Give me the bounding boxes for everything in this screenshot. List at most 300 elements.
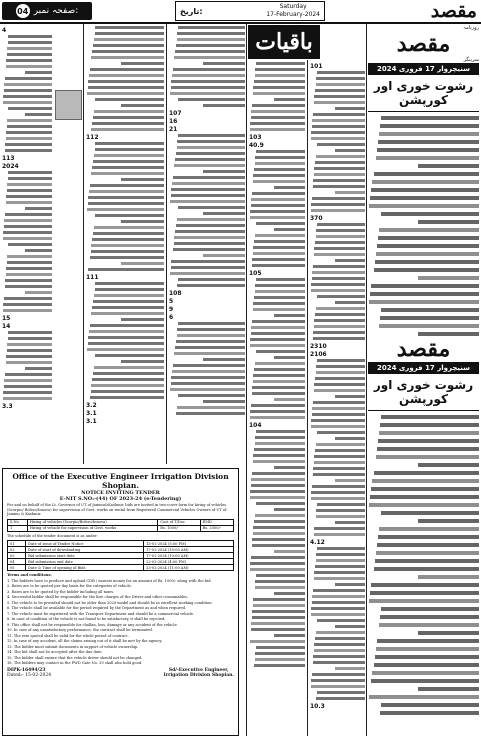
text-line (311, 283, 365, 286)
date-label: تاریخ: (180, 6, 203, 16)
text-line (314, 173, 365, 176)
text-line (311, 685, 365, 688)
text-line (255, 290, 305, 293)
story-number: 40.9 (249, 142, 264, 149)
term-item: 6. The vehicle shall be available for the period required by the Department as and when required. (7, 606, 187, 610)
term-item: 11. The rate quoted shall be valid for the whole period of contract. (7, 633, 129, 638)
text-line (252, 258, 305, 261)
text-line (88, 202, 164, 205)
editorial-title-2: رشوت خوری اور کورپشن (368, 374, 479, 411)
text-line (93, 160, 164, 163)
story-number: 113 (2, 155, 15, 162)
text-line (255, 586, 305, 589)
baqiyat-banner: باقیات (248, 25, 320, 59)
text-line (92, 166, 164, 169)
text-line (316, 553, 365, 556)
story-number: 104 (249, 422, 262, 429)
text-line (335, 625, 365, 628)
text-line (170, 92, 245, 95)
text-line (252, 610, 305, 613)
text-line (6, 273, 53, 276)
text-line (95, 288, 164, 291)
text-line (380, 316, 479, 320)
text-line (251, 622, 305, 625)
text-line (314, 101, 365, 104)
text-line (381, 703, 479, 707)
text-line (253, 252, 305, 255)
text-line (3, 303, 52, 306)
text-line (88, 336, 164, 339)
notice-dates-table (7, 540, 234, 571)
text-line (311, 607, 365, 610)
text-line (4, 83, 52, 86)
text-line (4, 297, 53, 300)
text-line (177, 406, 245, 409)
text-line (314, 167, 365, 170)
text-line (314, 319, 365, 322)
text-line (3, 391, 52, 394)
text-line (313, 179, 365, 182)
text-line (253, 174, 305, 177)
column-5 (310, 62, 365, 734)
text-line (253, 92, 305, 95)
text-line (418, 332, 479, 336)
text-line (170, 388, 245, 391)
text-line (89, 330, 164, 333)
text-line (313, 265, 365, 268)
text-line (253, 454, 305, 457)
text-line (374, 268, 479, 272)
text-line (176, 412, 245, 415)
text-line (378, 236, 479, 240)
text-line (25, 249, 53, 252)
text-line (171, 266, 245, 269)
term-item: 12. In case of any accident, all the claims arising out of it shall be met by the agency. (7, 639, 163, 643)
text-line (377, 244, 479, 248)
text-line (314, 455, 365, 458)
cell: Bid submission start date (26, 553, 144, 559)
text-line (253, 374, 305, 377)
text-line (177, 218, 245, 221)
text-line (274, 398, 305, 401)
text-line (178, 26, 245, 29)
text-line (376, 156, 479, 160)
text-line (274, 98, 305, 101)
text-line (335, 521, 365, 524)
text-line (253, 246, 305, 249)
photo (55, 90, 82, 120)
text-line (371, 679, 479, 683)
text-line (90, 324, 164, 327)
divider (83, 24, 84, 464)
story-number: 16 (169, 118, 178, 125)
term-item: 10. In case of any unsatisfactory performance, the contract shall be terminated. (7, 628, 154, 632)
terms-list (7, 579, 234, 666)
text-line (254, 664, 305, 667)
text-line (377, 543, 479, 547)
cell: 15-02-2024 (5:00 PM) (144, 541, 234, 547)
text-line (173, 68, 245, 71)
text-line (94, 366, 164, 369)
text-line (7, 183, 52, 186)
text-line (312, 601, 365, 604)
text-line (274, 314, 305, 317)
text-line (314, 533, 365, 536)
text-line (313, 185, 365, 188)
text-line (253, 380, 305, 383)
text-line (316, 155, 366, 158)
text-line (379, 431, 479, 435)
text-line (254, 368, 305, 371)
term-item: 15. The bidder shall ensure that the vehicle driver should not be changed. (7, 655, 143, 660)
signature-line-2: Irrigation Division Shopian. (163, 672, 234, 678)
text-line (250, 568, 305, 571)
text-line (317, 71, 365, 74)
text-line (418, 519, 479, 523)
text-line (252, 386, 305, 389)
text-line (3, 231, 52, 234)
text-line (369, 599, 479, 603)
text-line (251, 110, 305, 113)
text-line (312, 271, 365, 274)
text-line (254, 520, 305, 523)
brand-logo: مقصد (430, 0, 477, 22)
text-line (253, 532, 305, 535)
text-line (250, 216, 305, 219)
text-line (178, 322, 245, 325)
text-line (274, 508, 305, 511)
text-line (316, 443, 366, 446)
text-line (371, 284, 479, 288)
text-line (335, 107, 365, 110)
text-line (177, 328, 245, 331)
text-line (256, 574, 305, 577)
text-line (95, 354, 164, 357)
text-line (95, 214, 164, 217)
text-line (177, 334, 245, 337)
text-line (175, 230, 245, 233)
text-line (379, 527, 479, 531)
text-line (315, 565, 365, 568)
text-line (256, 278, 305, 281)
text-line (251, 116, 305, 119)
text-line (170, 272, 245, 275)
page-header (0, 0, 481, 24)
text-line (316, 515, 366, 518)
text-line (313, 589, 365, 592)
text-line (252, 104, 305, 107)
notice-heading: NOTICE INVITING TENDER (81, 490, 160, 496)
text-line (376, 252, 479, 256)
text-line (381, 415, 479, 419)
text-line (312, 197, 365, 200)
text-line (91, 172, 164, 175)
text-line (314, 577, 365, 580)
story-number: 2106 (310, 351, 327, 358)
text-line (175, 346, 245, 349)
text-line (6, 201, 53, 204)
text-line (6, 59, 52, 62)
text-line (317, 619, 365, 622)
text-line (253, 598, 305, 601)
table-header-cell: Hiring of vehicles (Scorpio/Bolero/Innova) (27, 519, 158, 525)
text-line (253, 460, 305, 463)
text-line (87, 348, 164, 351)
text-line (25, 71, 53, 74)
text-line (251, 204, 305, 207)
text-line (381, 308, 479, 312)
text-line (317, 223, 365, 226)
text-line (315, 637, 365, 640)
tender-notice (2, 468, 239, 736)
text-line (7, 53, 53, 56)
text-line (90, 184, 164, 187)
text-line (8, 331, 52, 334)
text-line (92, 238, 164, 241)
text-line (316, 77, 365, 80)
notice-cost-table (7, 519, 234, 532)
text-line (255, 658, 305, 661)
day: Saturday (279, 3, 307, 10)
table-cell: 1 (8, 525, 28, 531)
text-line (203, 104, 245, 107)
editorial-date-2: سنیچروار 17 فروری 2024 (368, 362, 479, 374)
text-line (93, 300, 164, 303)
text-line (5, 149, 53, 152)
text-line (252, 392, 305, 395)
text-line (203, 400, 245, 403)
text-line (311, 203, 365, 206)
term-item: 2. Rates are to be quoted per day basis for the categories of vehicle. (7, 584, 132, 588)
text-line (5, 285, 53, 288)
term-item: 16. The bidders may contact in the PWD Gate No. 29 shall also hold good. (7, 661, 143, 665)
text-line (6, 137, 53, 140)
cell: Date & Time of opening of Bids (26, 565, 144, 571)
text-line (121, 262, 164, 265)
text-line (313, 661, 365, 664)
text-line (8, 107, 52, 110)
text-line (256, 646, 305, 649)
text-line (25, 113, 53, 116)
text-line (93, 372, 164, 375)
text-line (256, 502, 305, 505)
text-line (256, 222, 305, 225)
text-line (3, 397, 53, 400)
text-line (4, 219, 52, 222)
text-line (177, 140, 245, 143)
text-line (314, 325, 365, 328)
page-number: 04 (16, 4, 30, 18)
text-line (95, 148, 164, 151)
text-line (372, 671, 479, 675)
text-line (251, 556, 305, 559)
term-item: 13. The bidder must submit documents in support of vehicle ownership. (7, 644, 139, 649)
text-line (88, 86, 164, 89)
text-line (418, 575, 479, 579)
text-line (335, 259, 365, 262)
text-line (380, 615, 479, 619)
text-line (250, 496, 305, 499)
text-line (250, 122, 305, 125)
text-line (315, 241, 365, 244)
table-row (8, 565, 234, 571)
text-line (375, 260, 479, 264)
story-number: 4.12 (310, 539, 325, 546)
text-line (381, 607, 479, 611)
text-line (274, 186, 305, 189)
text-line (311, 613, 365, 616)
date: 17-February-2024 (266, 11, 320, 18)
text-line (255, 514, 305, 517)
text-line (95, 98, 164, 101)
text-line (254, 80, 305, 83)
text-line (314, 389, 365, 392)
text-line (316, 631, 366, 634)
text-line (91, 390, 164, 393)
text-line (176, 44, 245, 47)
text-line (6, 267, 52, 270)
text-line (254, 296, 305, 299)
text-line (374, 471, 479, 475)
text-line (371, 188, 479, 192)
terms-heading: Terms and conditions: (7, 573, 52, 577)
text-line (315, 161, 365, 164)
text-line (255, 68, 305, 71)
text-line (171, 376, 245, 379)
text-line (8, 177, 53, 180)
term-item: 3. Rates are to be quoted by the bidder including all taxes. (7, 589, 115, 594)
text-line (91, 56, 164, 59)
text-line (314, 571, 365, 574)
text-line (8, 337, 53, 340)
story-number: 111 (86, 274, 99, 281)
text-line (203, 62, 245, 65)
text-line (372, 180, 479, 184)
text-line (93, 116, 164, 119)
term-item: 5. The vehicle to be provided should not be older than 2020 model and should be in excellent working condition. (7, 600, 213, 605)
story-number: 3.1 (86, 410, 97, 417)
text-line (256, 430, 305, 433)
text-line (312, 119, 365, 122)
text-line (253, 526, 305, 529)
text-line (7, 255, 52, 258)
text-line (311, 497, 365, 500)
text-line (380, 124, 479, 128)
text-line (171, 382, 245, 385)
text-line (178, 394, 245, 397)
text-line (3, 309, 53, 312)
text-line (8, 243, 52, 246)
text-line (95, 26, 164, 29)
text-line (87, 208, 164, 211)
text-line (252, 616, 305, 619)
text-line (3, 237, 53, 240)
text-line (418, 276, 479, 280)
text-line (312, 485, 365, 488)
text-line (256, 350, 305, 353)
text-line (314, 253, 365, 256)
text-line (6, 195, 52, 198)
text-line (250, 562, 305, 565)
text-line (203, 254, 245, 257)
text-line (171, 260, 245, 263)
divider (366, 24, 367, 736)
text-line (176, 224, 245, 227)
text-line (176, 152, 245, 155)
text-line (255, 162, 305, 165)
text-line (311, 137, 365, 140)
text-line (5, 213, 53, 216)
text-line (311, 131, 365, 134)
text-line (313, 655, 365, 658)
text-line (171, 86, 245, 89)
term-item: 7. The vehicle must be registered with the Transport Department and should be a commercial vehicle. (7, 611, 195, 616)
text-line (316, 235, 366, 238)
text-line (253, 180, 305, 183)
text-line (88, 80, 164, 83)
text-line (121, 360, 164, 363)
text-line (250, 210, 305, 213)
page-number-box (2, 2, 92, 20)
text-line (369, 204, 479, 208)
text-line (376, 455, 479, 459)
text-line (203, 170, 245, 173)
text-line (252, 192, 305, 195)
cell: 17-02-2024 (10:00 AM) (144, 553, 234, 559)
text-line (369, 695, 479, 699)
text-line (25, 291, 53, 294)
text-line (317, 547, 365, 550)
text-line (3, 95, 52, 98)
text-line (93, 232, 164, 235)
text-line (8, 41, 53, 44)
text-line (6, 355, 52, 358)
table-cell: Rs. 1000/- (158, 525, 200, 531)
text-line (6, 65, 53, 68)
text-line (255, 74, 305, 77)
text-line (316, 697, 365, 700)
text-line (251, 404, 305, 407)
text-line (90, 396, 164, 399)
story-number: 6 (169, 314, 174, 321)
text-line (381, 511, 479, 515)
text-line (374, 172, 479, 176)
text-line (174, 242, 245, 245)
text-line (311, 425, 365, 428)
story-number: 10.3 (310, 703, 325, 710)
text-line (316, 509, 365, 512)
text-line (250, 640, 305, 643)
text-line (316, 307, 366, 310)
text-line (121, 220, 164, 223)
text-line (313, 337, 365, 340)
text-line (255, 234, 305, 237)
text-line (311, 419, 365, 422)
text-line (178, 278, 245, 281)
text-line (418, 463, 479, 467)
text-line (4, 89, 53, 92)
text-line (377, 148, 479, 152)
text-line (95, 142, 164, 145)
story-number: 3.3 (2, 403, 13, 410)
text-line (178, 206, 245, 209)
text-line (174, 352, 245, 355)
text-line (91, 312, 164, 315)
text-line (314, 649, 365, 652)
text-line (253, 308, 305, 311)
text-line (312, 125, 365, 128)
text-line (274, 228, 305, 231)
